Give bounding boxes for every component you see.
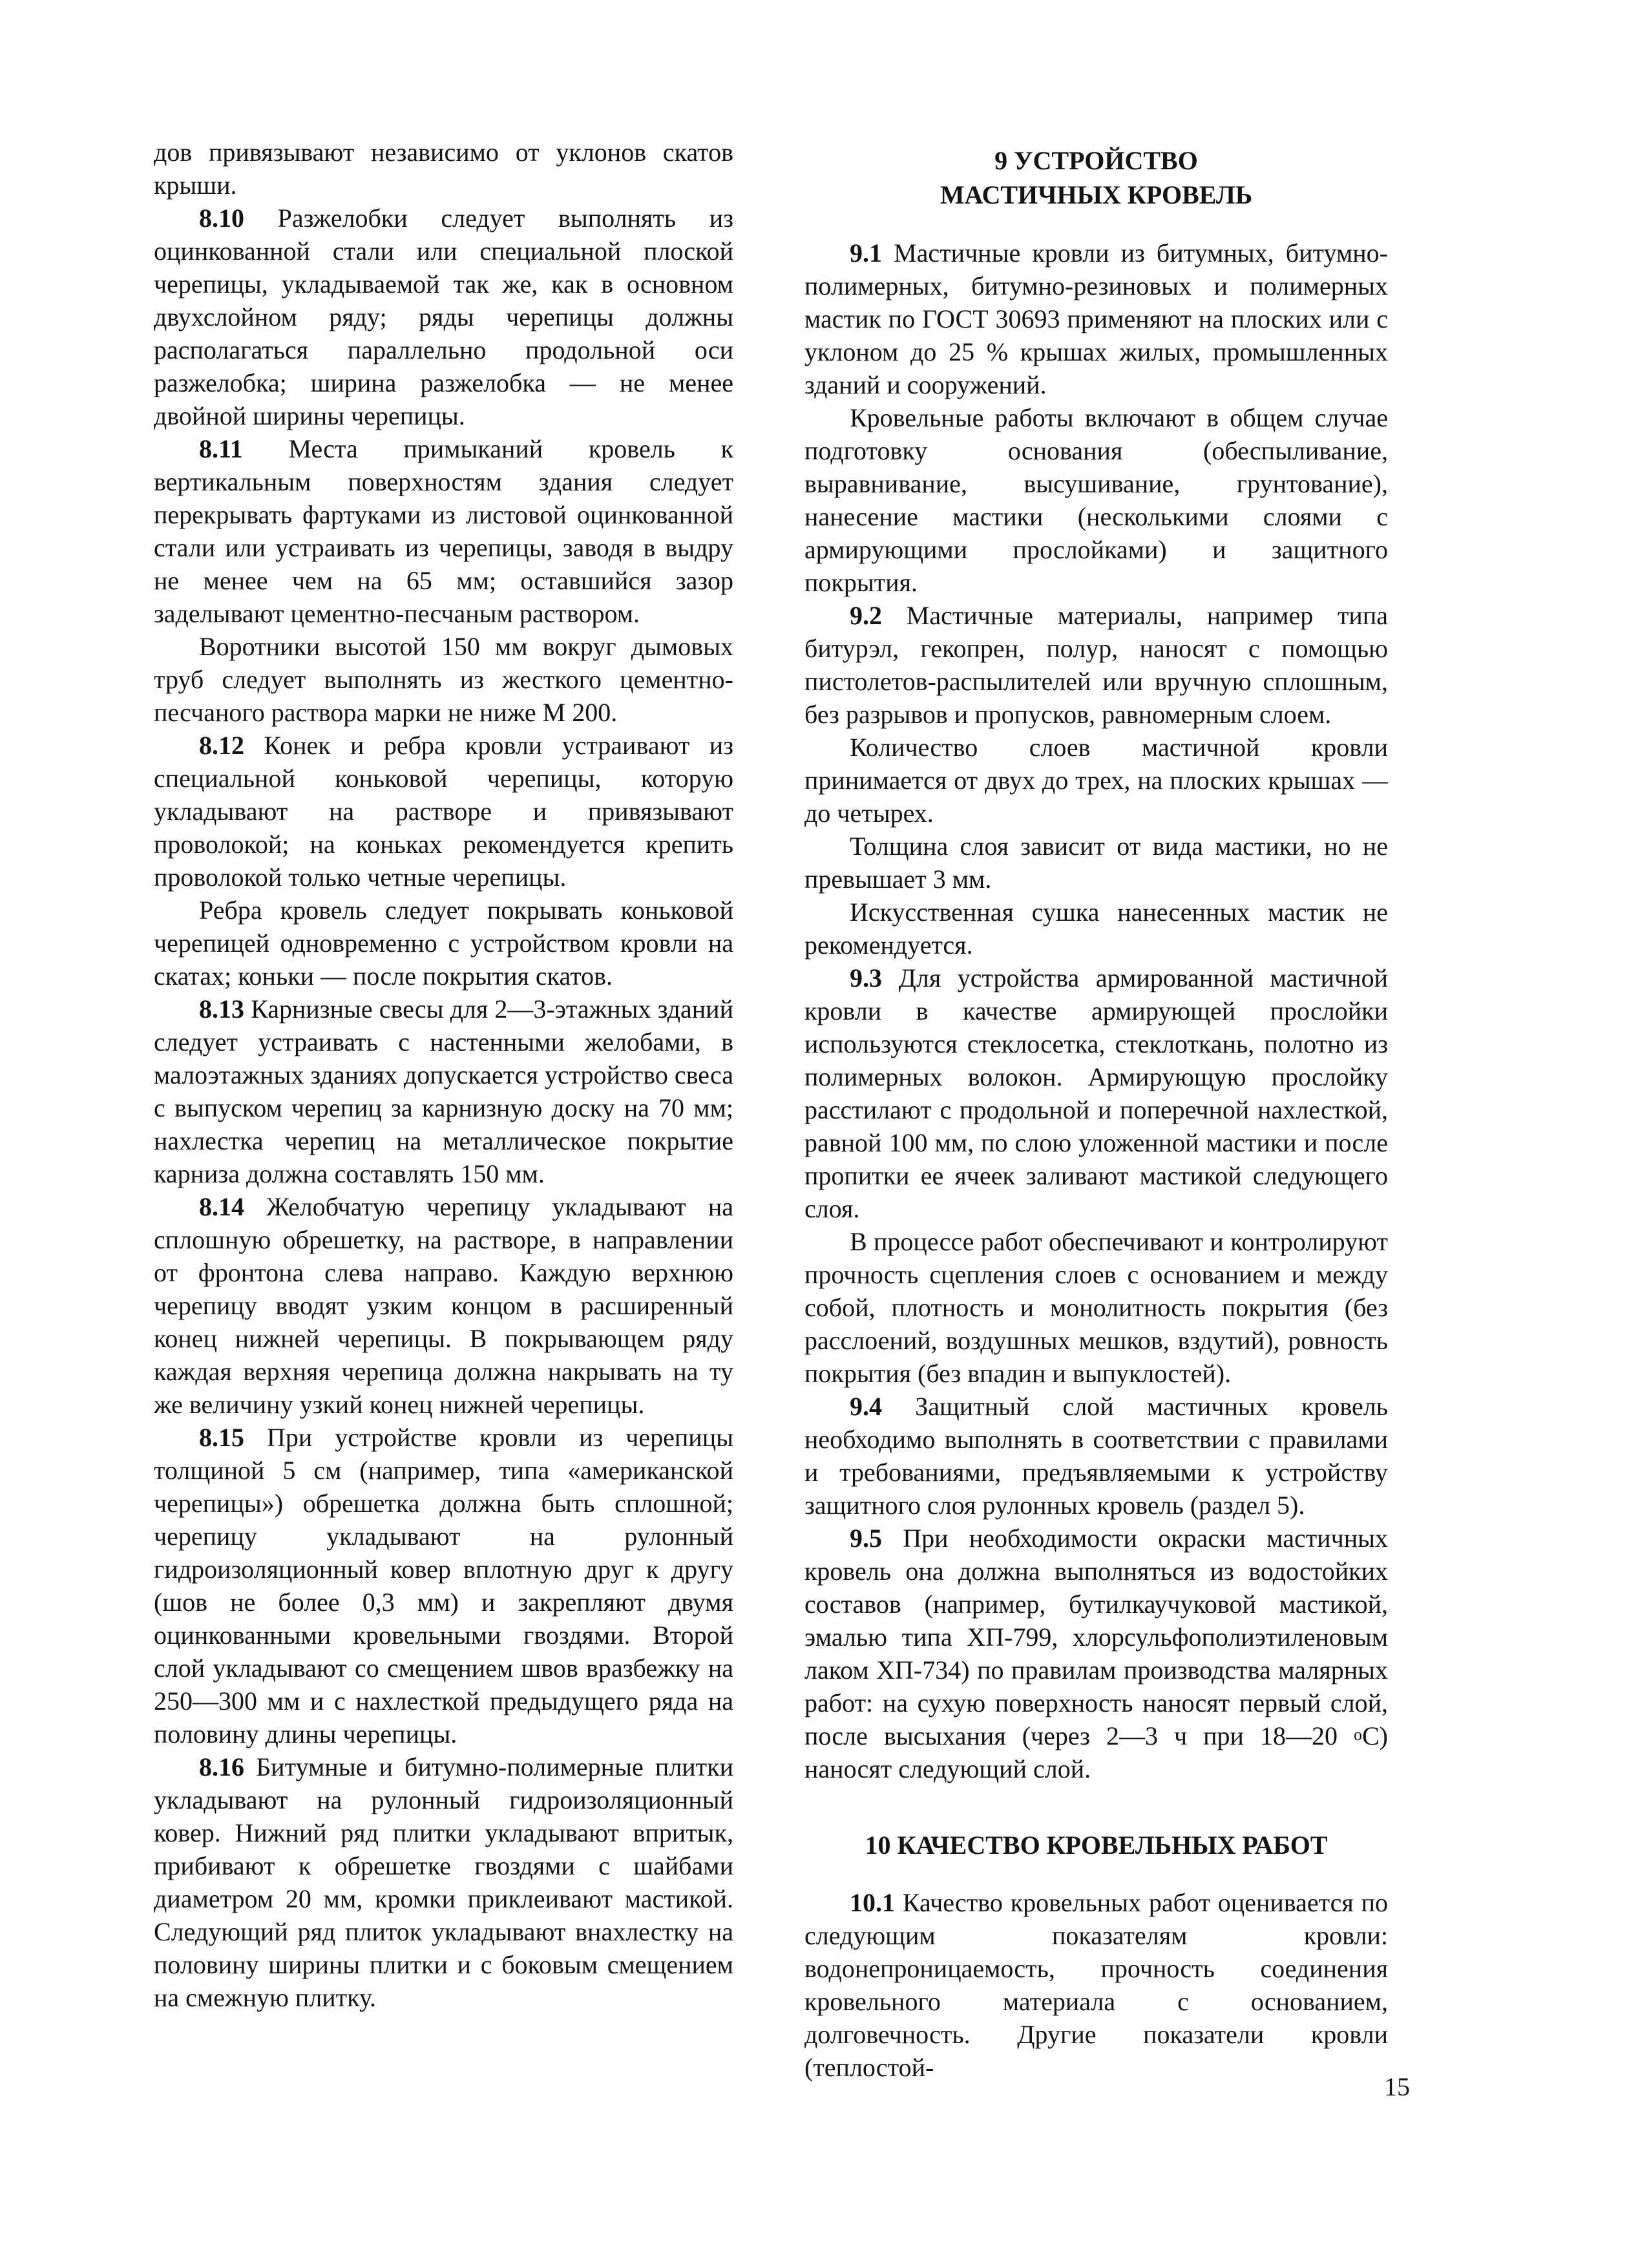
clause-number: 10.1 [850, 1888, 895, 1917]
paragraph-8-16 [154, 1750, 733, 2014]
clause-text: Мастичные кровли из битумных, битумно-полимерных, битумно-резиновых и полимерных мастик по ГОСТ 30693 применяют на плоских или с уклоном до 25 % крышах жилых, промышленных зданий и сооружений. [804, 238, 1388, 399]
right-column [804, 143, 1388, 2084]
clause-text: При устройстве кровли из черепицы толщиной 5 см (например, типа «американской черепицы») обрешетка должна быть сплошной; черепицу укладывают на рулонный гидроизоляционный ковер вплотную друг к другу (шов не более 0,3 мм) и закрепляют двумя оцинкованными кровельными гвоздями. Второй слой укладывают со смещением швов вразбежку на 250—300 мм и с нахлесткой предыдущего ряда на половину длины черепицы. [154, 1423, 733, 1748]
section-heading-10: 10 КАЧЕСТВО КРОВЕЛЬНЫХ РАБОТ [865, 1831, 1328, 1860]
paragraph-9-2-d: Искусственная сушка нанесенных мастик не рекомендуется. [804, 898, 1388, 960]
paragraph-9-3-b: В процессе работ обеспечивают и контролируют прочность сцепления слоев с основанием и между собой, плотность и монолитность покрытия (без расслоений, воздушных мешков, вздутий), ровность покрытия (без впадин и выпуклостей). [804, 1227, 1388, 1388]
clause-number: 9.2 [850, 601, 882, 630]
paragraph-8-13 [154, 992, 733, 1190]
section-heading-9-line1: 9 УСТРОЙСТВО [994, 146, 1198, 175]
clause-number: 9.4 [850, 1392, 882, 1421]
degree-superscript: o [1354, 1725, 1362, 1744]
clause-number: 8.15 [199, 1423, 244, 1452]
paragraph-8-15 [154, 1421, 733, 1750]
clause-text: Разжелобки следует выполнять из оцинкованной стали или специальной плоской черепицы, укладываемой так же, как в основном двухслойном ряду; ряды черепицы должны располагаться параллельно продольной оси разжелобка; ширина разжелобка — не менее двойной ширины черепицы. [154, 204, 733, 430]
paragraph-8-11 [154, 432, 733, 630]
paragraph-9-5 [804, 1522, 1388, 1785]
section-heading-9 [804, 143, 1388, 212]
clause-text: Конек и ребра кровли устраивают из специальной коньковой черепицы, которую укладывают на растворе и привязывают проволокой; на коньках рекомендуется крепить проволокой только четные черепицы. [154, 731, 733, 892]
clause-text: Карнизные свесы для 2—3-этажных зданий следует устраивать с настенными желобами, в малоэтажных зданиях допускается устройство свеса с выпуском черепиц за карнизную доску на 70 мм; нахлестка черепиц на металлическое покрытие карниза должна составлять 150 мм. [154, 994, 733, 1188]
paragraph-9-4 [804, 1390, 1388, 1522]
clause-number: 9.5 [850, 1524, 882, 1553]
clause-number: 8.10 [199, 204, 244, 233]
clause-text: Места примыканий кровель к вертикальным поверхностям здания следует перекрывать фартуками из листовой оцинкованной стали или устраивать из черепицы, заводя в выдру не менее чем на 65 мм; оставшийся зазор заделывают цементно-песчаным раствором. [154, 434, 733, 628]
clause-text: Для устройства армированной мастичной кровли в качестве армирующей прослойки используются стеклосетка, стеклоткань, полотно из полимерных волокон. Армирующую прослойку расстилают с продольной и поперечной нахлесткой, равной 100 мм, по слою уложенной мастики и после пропитки ее ячеек заливают мастикой следующего слоя. [804, 963, 1388, 1223]
paragraph-9-2 [804, 599, 1388, 731]
paragraph-10-1 [804, 1886, 1388, 2084]
section-heading-9-line2: МАСТИЧНЫХ КРОВЕЛЬ [940, 180, 1253, 209]
paragraph-intro: дов привязывают независимо от уклонов скатов крыши. [154, 138, 733, 200]
paragraph-8-14 [154, 1190, 733, 1421]
clause-number: 8.11 [199, 434, 243, 463]
clause-text: Желобчатую черепицу укладывают на сплошную обрешетку, на растворе, в направлении от фронтона слева направо. Каждую верхнюю черепицу вводят узким концом в расширенный конец нижней черепицы. В покрывающем ряду каждая верхняя черепица должна накрывать на ту же величину узкий конец нижней черепицы. [154, 1192, 733, 1419]
clause-text: Мастичные материалы, например типа битурэл, гекопрен, полур, наносят с помощью пистолетов-распылителей или вручную сплошным, без разрывов и пропусков, равномерным слоем. [804, 601, 1388, 729]
clause-number: 8.16 [199, 1752, 244, 1781]
clause-number: 9.3 [850, 963, 882, 992]
paragraph-9-1-b: Кровельные работы включают в общем случае подготовку основания (обеспыливание, выравнивание, высушивание, грунтование), нанесение мастики (несколькими слоями с армирующими прослойками) и защитного покрытия. [804, 403, 1388, 597]
paragraph-8-12 [154, 729, 733, 894]
clause-text: Защитный слой мастичных кровель необходимо выполнять в соответствии с правилами и требованиями, предъявляемыми к устройству защитного слоя рулонных кровель (раздел 5). [804, 1392, 1388, 1520]
paragraph-9-2-c: Толщина слоя зависит от вида мастики, но не превышает 3 мм. [804, 832, 1388, 894]
paragraph-9-1 [804, 236, 1388, 401]
clause-text: Качество кровельных работ оценивается по следующим показателям кровли: водонепроницаемость, прочность соединения кровельного материала с основанием, долговечность. Другие показатели кровли (теплостой- [804, 1888, 1388, 2082]
paragraph-8-10 [154, 202, 733, 432]
left-column [154, 136, 733, 2014]
paragraph-8-11-b: Воротники высотой 150 мм вокруг дымовых труб следует выполнять из жесткого цементно-песчаного раствора марки не ниже М 200. [154, 632, 733, 727]
paragraph-9-2-b: Количество слоев мастичной кровли принимается от двух до трех, на плоских крышах — до четырех. [804, 733, 1388, 828]
clause-number: 8.14 [199, 1192, 244, 1221]
clause-text-tail: С) наносят следующий слой. [804, 1721, 1388, 1783]
clause-text: При необходимости окраски мастичных кровель она должна выполняться из водостойких составов (например, бутилкаучуковой мастикой, эмалью типа ХП-799, хлорсульфополиэтиленовым лаком ХП-734) по правилам производства малярных работ: на сухую поверхность наносят первый слой, после высыхания (через 2—3 ч при 18—20 [804, 1524, 1388, 1750]
paragraph-9-3 [804, 961, 1388, 1225]
clause-text: Битумные и битумно-полимерные плитки укладывают на рулонный гидроизоляционный ковер. Нижний ряд плитки укладывают впритык, прибивают к обрешетке гвоздями с шайбами диаметром 20 мм, кромки приклеивают мастикой. Следующий ряд плиток укладывают внахлестку на половину ширины плитки и с боковым смещением на смежную плитку. [154, 1752, 733, 2012]
clause-number: 9.1 [850, 238, 882, 268]
clause-number: 8.13 [199, 994, 244, 1024]
page-number: 15 [1384, 2072, 1410, 2101]
paragraph-8-12-b: Ребра кровель следует покрывать коньковой черепицей одновременно с устройством кровли на скатах; коньки — после покрытия скатов. [154, 896, 733, 991]
clause-number: 8.12 [199, 731, 244, 760]
